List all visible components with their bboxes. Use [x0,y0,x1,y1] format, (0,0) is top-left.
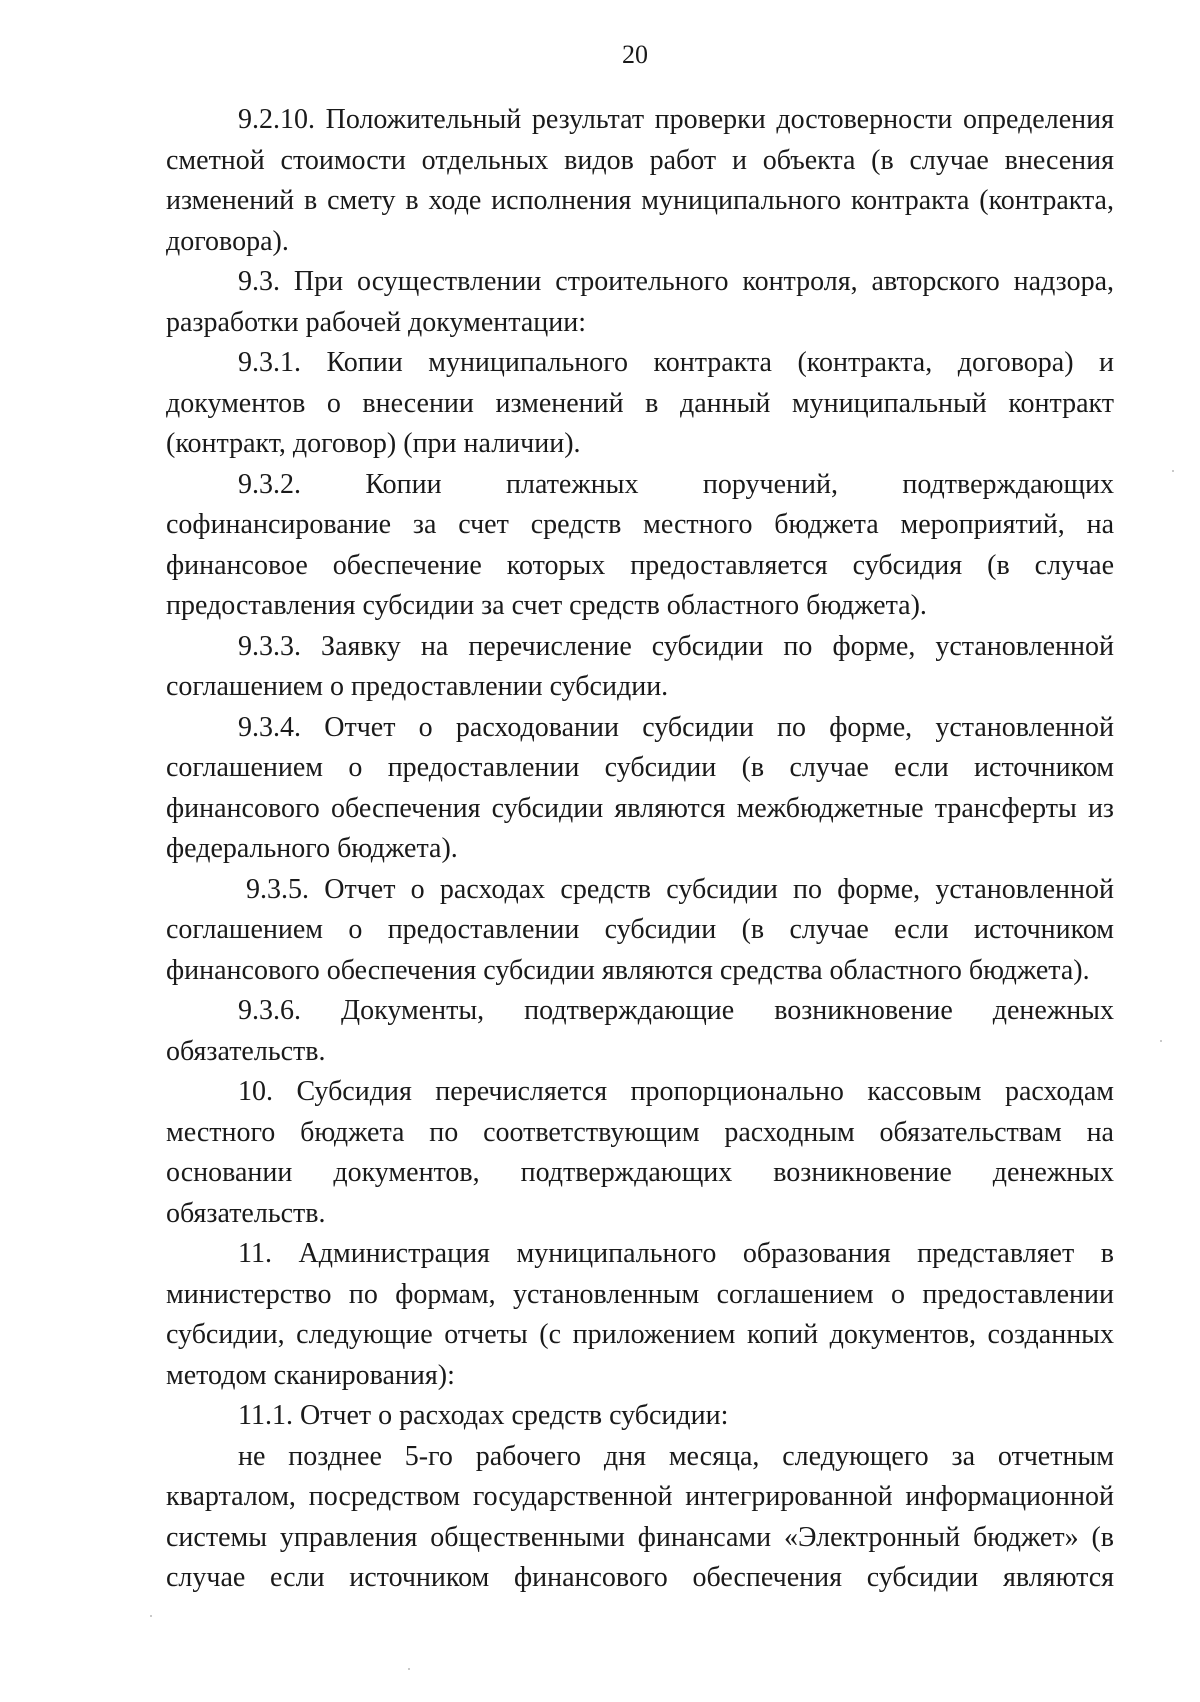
paragraph-9-3-2: 9.3.2. Копии платежных поручений, подтверждающих софинансирование за счет средств местного бюджета мероприятий, на финансовое обеспечение которых предоставляется субсидия (в случае предоставления субсидии за счет средств областного бюджета). [166,468,1114,621]
paragraph-11-1: 11.1. Отчет о расходах средств субсидии: [238,1400,729,1431]
paragraph-9-3-5: 9.3.5. Отчет о расходах средств субсидии по форме, установленной соглашением о предоставлении субсидии (в случае если источником финансового обеспечения субсидии являются средства областного бюджета). [166,873,1114,986]
paragraph-9-2-10: 9.2.10. Положительный результат проверки достоверности определения сметной стоимости отдельных видов работ и объекта (в случае внесения изменений в смету в ходе исполнения муниципального контракта (контракта, договора). [166,104,1114,257]
paragraph-9-3-6: 9.3.6. Документы, подтверждающие возникновение денежных обязательств. [166,995,1114,1067]
scan-speck [1160,1040,1162,1042]
paragraph-11: 11. Администрация муниципального образования представляет в министерство по формам, установленным соглашением о предоставлении субсидии, следующие отчеты (с приложением копий документов, созданных методом сканирования): [166,1238,1114,1391]
scan-speck [150,1615,152,1617]
paragraph-10: 10. Субсидия перечисляется пропорционально кассовым расходам местного бюджета по соответствующим расходным обязательствам на основании документов, подтверждающих возникновение денежных обязательств. [166,1076,1114,1229]
paragraph-9-3-4: 9.3.4. Отчет о расходовании субсидии по форме, установленной соглашением о предоставлении субсидии (в случае если источником финансового обеспечения субсидии являются межбюджетные трансферты из федерального бюджета). [166,711,1114,864]
paragraph-11-1-deadline: не позднее 5-го рабочего дня месяца, следующего за отчетным кварталом, посредством государственной интегрированной информационной системы управления общественными финансами «Электронный бюджет» (в случае если источником финансового обеспечения субсидии являются [166,1440,1114,1593]
document-body [166,100,1114,1599]
scan-speck [1172,470,1174,472]
paragraph-9-3-3: 9.3.3. Заявку на перечисление субсидии по форме, установленной соглашением о предоставлении субсидии. [166,630,1114,702]
scan-speck [408,1668,410,1670]
paragraph-9-3: 9.3. При осуществлении строительного контроля, авторского надзора, разработки рабочей документации: [166,266,1114,338]
page-number: 20 [622,40,648,69]
paragraph-9-3-1: 9.3.1. Копии муниципального контракта (контракта, договора) и документов о внесении изменений в данный муниципальный контракт (контракт, договор) (при наличии). [166,347,1114,459]
